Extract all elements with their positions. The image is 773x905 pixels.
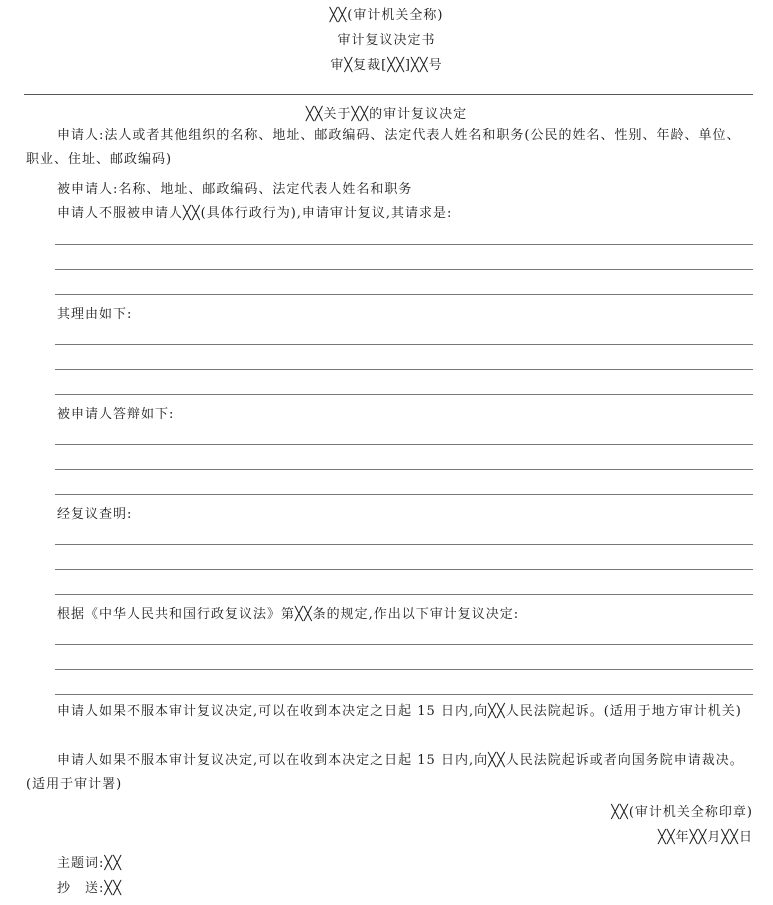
header-divider	[24, 94, 753, 95]
decision-title: ╳╳关于╳╳的审计复议决定	[305, 107, 468, 122]
request-fill-line[interactable]	[55, 269, 753, 270]
findings-fill-line[interactable]	[55, 544, 753, 545]
defense-fill-line[interactable]	[55, 494, 753, 495]
date-line: ╳╳年╳╳月╳╳日	[658, 830, 753, 845]
legal-basis-line: 根据《中华人民共和国行政复议法》第╳╳条的规定,作出以下审计复议决定:	[57, 607, 520, 622]
applicant-paragraph: 申请人:法人或者其他组织的名称、地址、邮政编码、法定代表人姓名和职务(公民的姓名、性别、年龄、单位、职业、住址、邮政编码)	[26, 128, 741, 167]
defense-fill-line[interactable]	[55, 444, 753, 445]
carbon-copy: 抄 送:╳╳	[57, 881, 123, 896]
document-number: 审╳复裁[╳╳]╳╳号	[330, 58, 443, 73]
request-fill-line[interactable]	[55, 244, 753, 245]
request-fill-line[interactable]	[55, 294, 753, 295]
decision-fill-line[interactable]	[55, 669, 753, 670]
litigation-notice-local: 申请人如果不服本审计复议决定,可以在收到本决定之日起 15 日内,向╳╳人民法院起诉。(适用于地方审计机关)	[57, 704, 742, 719]
respondent-line: 被申请人:名称、地址、邮政编码、法定代表人姓名和职务	[57, 182, 413, 197]
request-intro: 申请人不服被申请人╳╳(具体行政行为),申请审计复议,其请求是:	[57, 206, 453, 221]
decision-fill-line[interactable]	[55, 694, 753, 695]
reasons-fill-line[interactable]	[55, 344, 753, 345]
reasons-label: 其理由如下:	[57, 307, 133, 322]
document-type-title: 审计复议决定书	[337, 33, 436, 48]
findings-fill-line[interactable]	[55, 594, 753, 595]
reasons-fill-line[interactable]	[55, 369, 753, 370]
findings-label: 经复议查明:	[57, 507, 133, 522]
seal-line: ╳╳(审计机关全称印章)	[611, 805, 753, 820]
issuing-organization: ╳╳(审计机关全称)	[329, 8, 444, 23]
defense-fill-line[interactable]	[55, 469, 753, 470]
reasons-fill-line[interactable]	[55, 394, 753, 395]
subject-words: 主题词:╳╳	[57, 856, 123, 871]
litigation-notice-national: 申请人如果不服本审计复议决定,可以在收到本决定之日起 15 日内,向╳╳人民法院起诉或者向国务院申请裁决。(适用于审计署)	[26, 753, 744, 792]
findings-fill-line[interactable]	[55, 569, 753, 570]
defense-label: 被申请人答辩如下:	[57, 407, 175, 422]
decision-fill-line[interactable]	[55, 644, 753, 645]
